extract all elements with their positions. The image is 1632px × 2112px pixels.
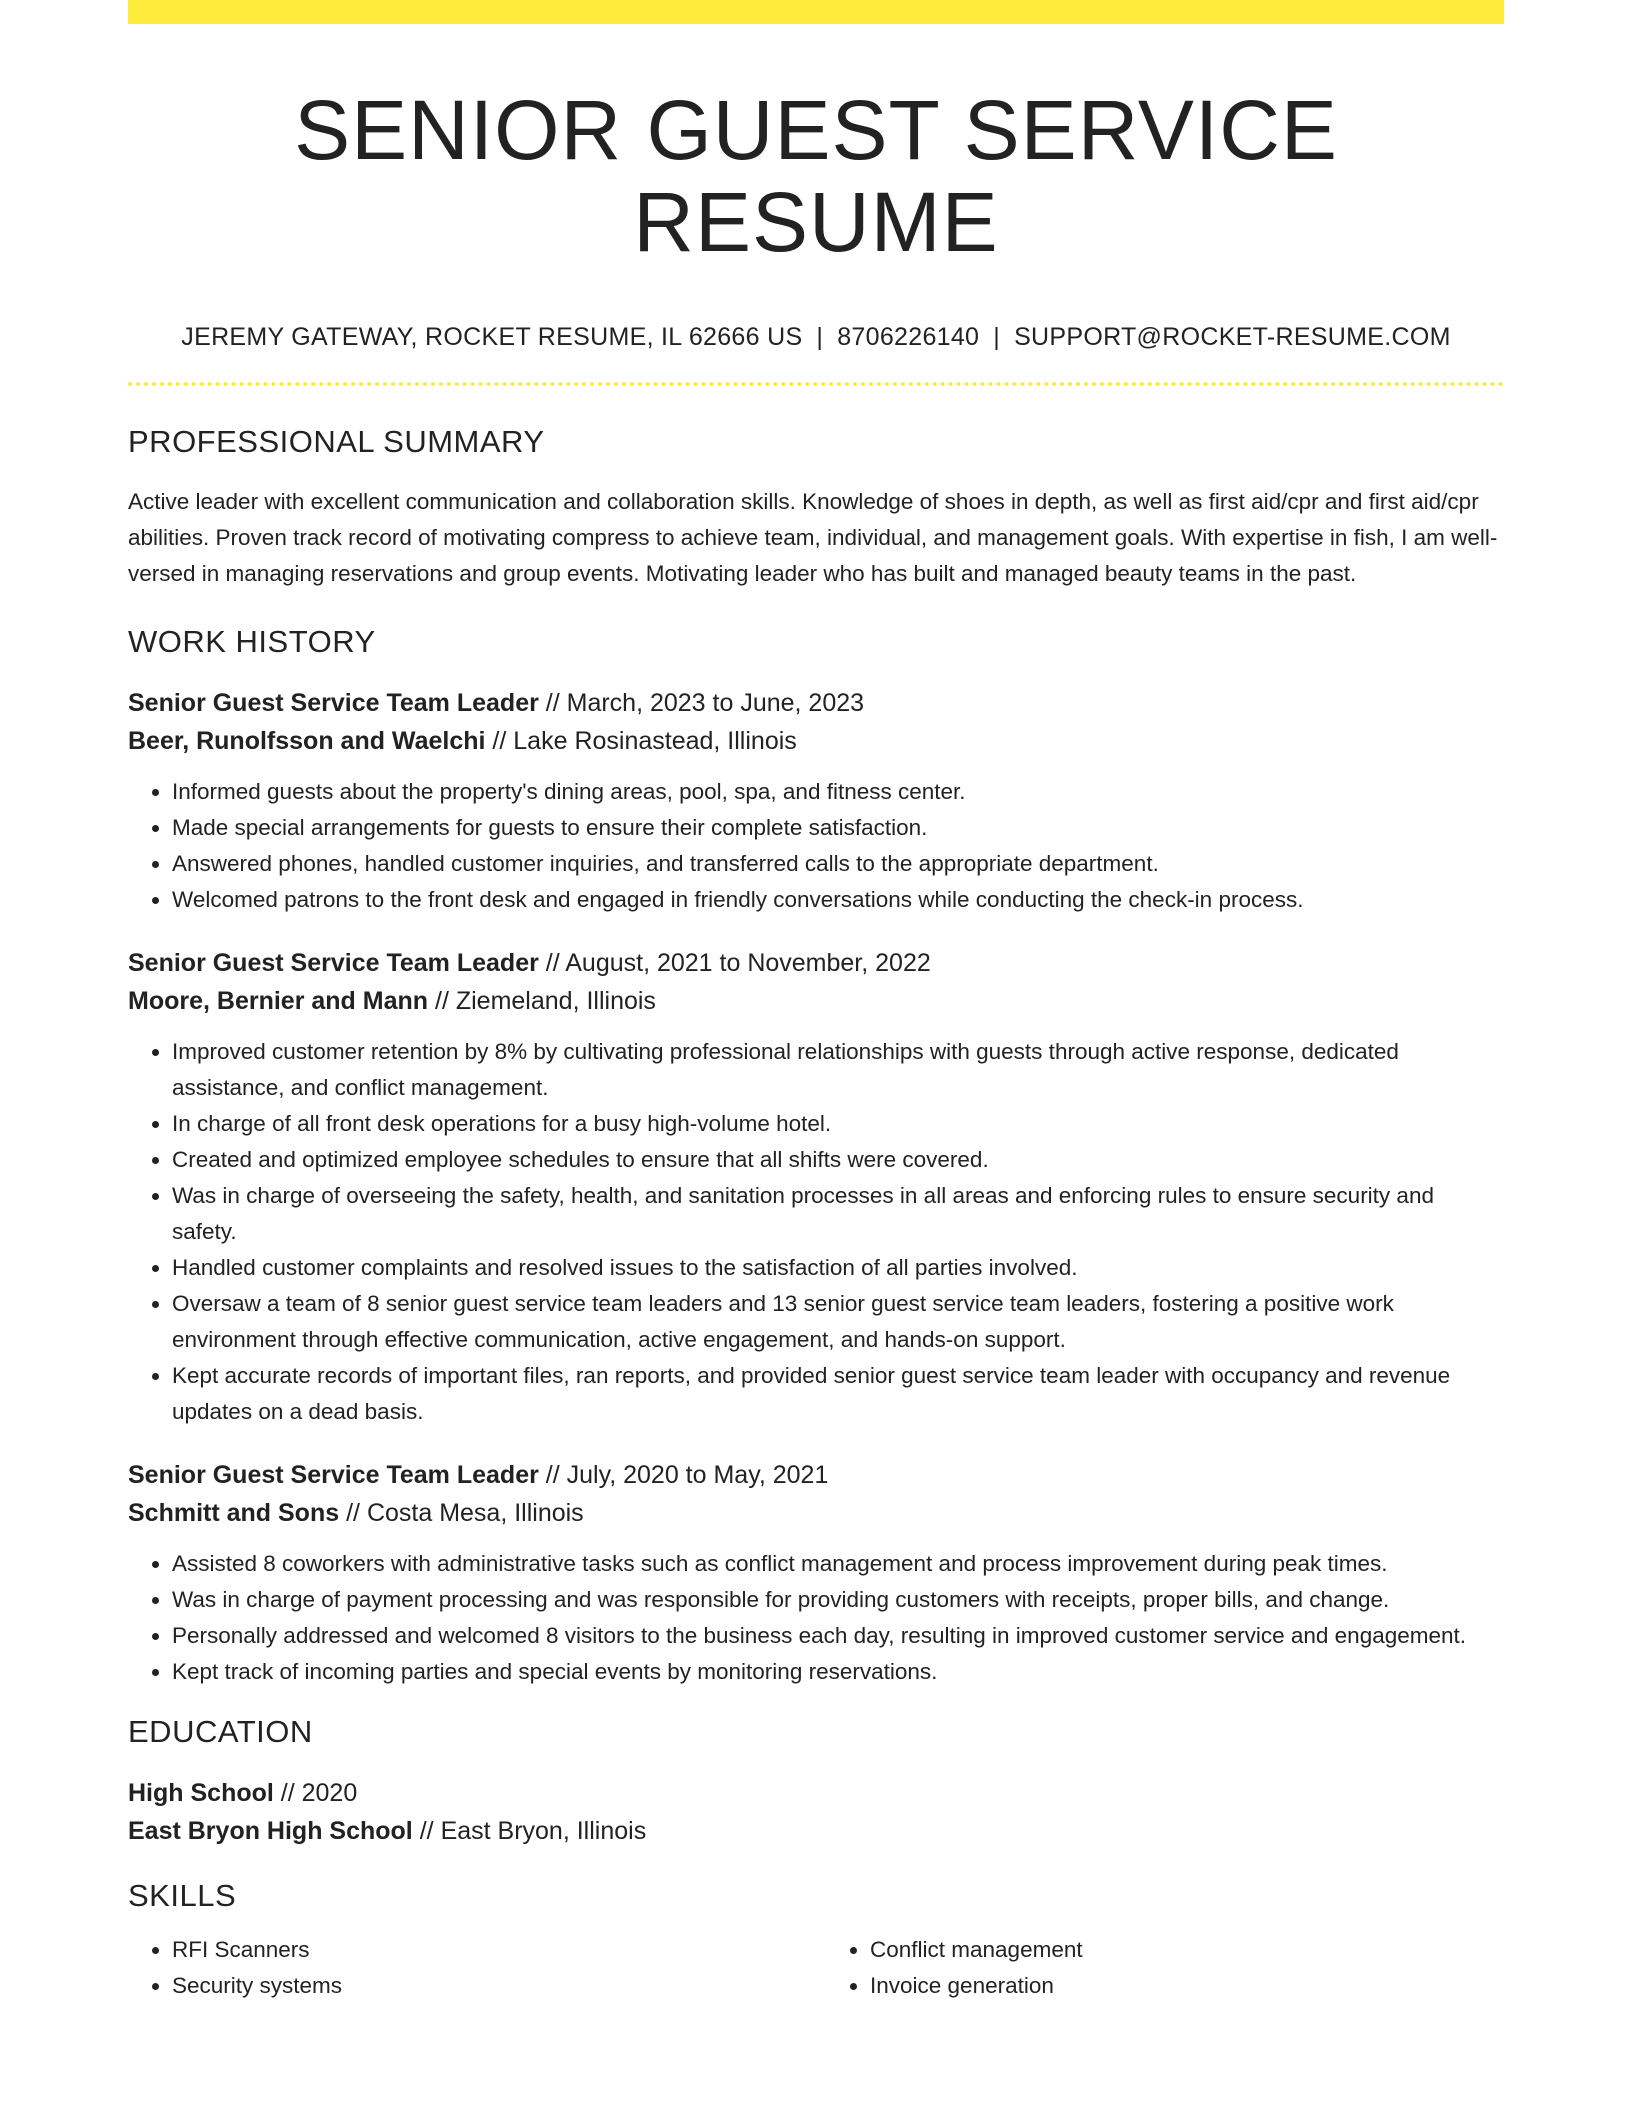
job-dates: March, 2023 to June, 2023 — [566, 688, 865, 717]
skills-grid — [128, 1932, 1504, 2004]
job-bullet: • Handled customer complaints and resolved issues to the satisfaction of all parties involved. — [172, 1250, 1504, 1286]
job-separator: // — [339, 1498, 367, 1527]
education-school: East Bryon High School — [128, 1816, 413, 1845]
job-bullet-list — [128, 1034, 1504, 1430]
job-location: Lake Rosinastead, Illinois — [513, 726, 797, 755]
education-degree-line — [128, 1774, 1504, 1812]
job-location: Ziemeland, Illinois — [455, 986, 656, 1015]
job-bullet: • Oversaw a team of 8 senior guest service team leaders and 13 senior guest service team leaders, fostering a positive work environment through effective communication, active engagement, and hands-on support. — [172, 1286, 1504, 1358]
job-bullet: • Personally addressed and welcomed 8 visitors to the business each day, resulting in improved customer service and engagement. — [172, 1618, 1504, 1654]
job-title-line — [128, 684, 1504, 722]
job-location: Costa Mesa, Illinois — [366, 1498, 584, 1527]
job-separator: // — [538, 948, 566, 977]
education-location: East Bryon, Illinois — [440, 1816, 647, 1845]
job-bullet: • Made special arrangements for guests to ensure their complete satisfaction. — [172, 810, 1504, 846]
summary-heading: PROFESSIONAL SUMMARY — [128, 423, 545, 459]
job-bullet-list — [128, 1546, 1504, 1690]
skills-heading: SKILLS — [128, 1877, 237, 1913]
job-company-line — [128, 722, 1504, 760]
job-bullet: • Answered phones, handled customer inquiries, and transferred calls to the appropriate department. — [172, 846, 1504, 882]
job-company: Moore, Bernier and Mann — [128, 986, 429, 1015]
job-bullet: • Created and optimized employee schedules to ensure that all shifts were covered. — [172, 1142, 1504, 1178]
job-separator: // — [485, 726, 514, 755]
job-title: Senior Guest Service Team Leader — [128, 948, 539, 977]
skills-column-left — [128, 1932, 806, 2004]
dotted-divider — [128, 382, 1504, 386]
education-school-line — [128, 1812, 1504, 1850]
contact-email: SUPPORT@ROCKET-RESUME.COM — [1014, 322, 1451, 351]
job-company: Schmitt and Sons — [128, 1498, 340, 1527]
education-separator: // — [412, 1816, 441, 1845]
job-bullet: • In charge of all front desk operations for a busy high-volume hotel. — [172, 1106, 1504, 1142]
job-separator: // — [428, 986, 456, 1015]
skills-column-right — [826, 1932, 1504, 2004]
contact-address: JEREMY GATEWAY, ROCKET RESUME, IL 62666 US — [181, 322, 803, 351]
job-company: Beer, Runolfsson and Waelchi — [128, 726, 486, 755]
top-accent-bar — [128, 0, 1504, 24]
skill-item: • Invoice generation — [870, 1968, 1504, 2004]
contact-separator: | — [816, 322, 824, 351]
education-heading: EDUCATION — [128, 1713, 313, 1749]
job-bullet: • Improved customer retention by 8% by cultivating professional relationships with guests through active response, dedicated assistance, and conflict management. — [172, 1034, 1504, 1106]
job-bullet: • Kept accurate records of important files, ran reports, and provided senior guest service team leader with occupancy and revenue updates on a dead basis. — [172, 1358, 1504, 1430]
job-separator: // — [538, 1460, 567, 1489]
skill-item: • RFI Scanners — [172, 1932, 806, 1968]
skill-item: • Security systems — [172, 1968, 806, 2004]
contact-line — [128, 323, 1504, 352]
job-title: Senior Guest Service Team Leader — [128, 1460, 539, 1489]
resume-page — [128, 0, 1504, 2004]
job-bullet: • Was in charge of payment processing and was responsible for providing customers with receipts, proper bills, and change. — [172, 1582, 1504, 1618]
job-bullet: • Welcomed patrons to the front desk and engaged in friendly conversations while conducting the check-in process. — [172, 882, 1504, 918]
work-history-heading: WORK HISTORY — [128, 623, 376, 659]
education-year: 2020 — [301, 1778, 358, 1807]
job-dates: July, 2020 to May, 2021 — [566, 1460, 829, 1489]
job-company-line — [128, 982, 1504, 1020]
job-title-line — [128, 944, 1504, 982]
job-company-line — [128, 1494, 1504, 1532]
contact-phone: 8706226140 — [837, 322, 980, 351]
summary-text: Active leader with excellent communication and collaboration skills. Knowledge of shoes in depth, as well as first aid/cpr and first aid/cpr abilities. Proven track record of motivating compress to achieve team, individual, and management goals. With expertise in fish, I am well-versed in managing reservations and group events. Motivating leader who has built and managed beauty teams in the past. — [128, 488, 1498, 586]
skill-item: • Conflict management — [870, 1932, 1504, 1968]
job-title-line — [128, 1456, 1504, 1494]
job-separator: // — [538, 688, 567, 717]
job-title: Senior Guest Service Team Leader — [128, 688, 539, 717]
education-separator: // — [273, 1778, 302, 1807]
job-dates: August, 2021 to November, 2022 — [565, 948, 931, 977]
job-bullet: • Was in charge of overseeing the safety, health, and sanitation processes in all areas and enforcing rules to ensure security and safety. — [172, 1178, 1504, 1250]
contact-separator: | — [993, 322, 1001, 351]
job-bullet: • Kept track of incoming parties and special events by monitoring reservations. — [172, 1654, 1504, 1690]
education-degree: High School — [128, 1778, 274, 1807]
job-bullet: • Informed guests about the property's dining areas, pool, spa, and fitness center. — [172, 774, 1504, 810]
job-bullet-list — [128, 774, 1504, 918]
job-bullet: • Assisted 8 coworkers with administrative tasks such as conflict management and process improvement during peak times. — [172, 1546, 1504, 1582]
resume-title: SENIOR GUEST SERVICE RESUME — [294, 83, 1338, 270]
